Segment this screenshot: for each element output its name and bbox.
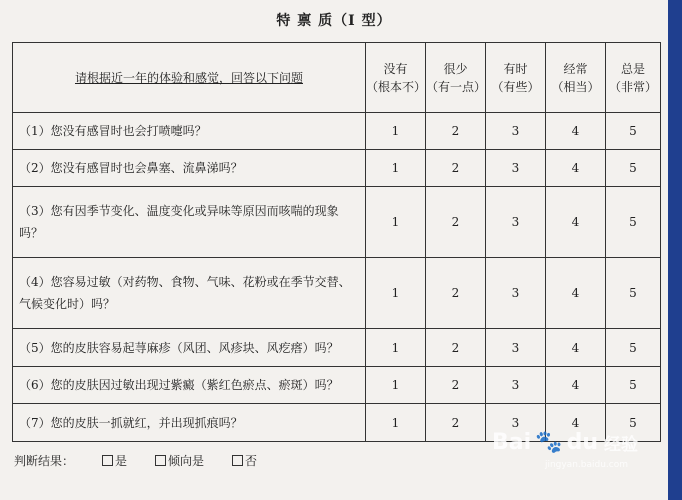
column-header-sublabel: （有些） [491, 79, 540, 94]
score-option[interactable]: 5 [606, 329, 661, 367]
score-option[interactable]: 4 [546, 113, 606, 150]
baidu-watermark [492, 430, 638, 455]
result-option-tendency[interactable] [155, 452, 204, 469]
question-text: （4）您容易过敏（对药物、食物、气味、花粉或在季节交替、气候变化时）吗？ [13, 258, 366, 329]
question-text: （6）您的皮肤因过敏出现过紫癜（紫红色瘀点、瘀斑）吗？ [13, 367, 366, 404]
score-option[interactable]: 4 [546, 150, 606, 187]
score-option[interactable]: 2 [426, 187, 486, 258]
questionnaire-table [12, 42, 661, 442]
column-header-label: 没有 [383, 61, 408, 76]
score-option[interactable]: 1 [366, 150, 426, 187]
score-option[interactable]: 3 [486, 187, 546, 258]
score-option[interactable]: 2 [426, 329, 486, 367]
paw-icon: 🐾 [535, 430, 563, 455]
score-option[interactable]: 4 [546, 187, 606, 258]
score-option[interactable]: 5 [606, 187, 661, 258]
score-option[interactable]: 5 [606, 367, 661, 404]
question-text: （1）您没有感冒时也会打喷嚏吗？ [13, 113, 366, 150]
judgement-result [14, 452, 257, 469]
score-option[interactable]: 1 [366, 113, 426, 150]
watermark-brand: Bai [492, 430, 532, 455]
question-text: （3）您有因季节变化、温度变化或异味等原因而咳喘的现象吗？ [13, 187, 366, 258]
score-option[interactable]: 1 [366, 187, 426, 258]
table-row [13, 187, 661, 258]
column-header-sublabel: （非常） [608, 79, 657, 94]
question-text: （7）您的皮肤一抓就红，并出现抓痕吗？ [13, 404, 366, 442]
column-header-often [546, 43, 606, 113]
score-option[interactable]: 1 [366, 329, 426, 367]
checkbox-icon[interactable] [155, 455, 166, 466]
result-option-label: 否 [245, 454, 258, 468]
watermark-brand-suffix: du [566, 430, 598, 455]
score-option[interactable]: 4 [546, 367, 606, 404]
result-option-no[interactable] [232, 452, 257, 469]
score-option[interactable]: 5 [606, 113, 661, 150]
score-option[interactable]: 5 [606, 404, 661, 442]
column-header-label: 经常 [563, 61, 588, 76]
table-header-row [13, 43, 661, 113]
score-option[interactable]: 2 [426, 113, 486, 150]
result-label: 判断结果： [14, 454, 75, 468]
score-option[interactable]: 5 [606, 150, 661, 187]
page-title: 特 禀 质（I 型） [276, 13, 392, 29]
column-header-sublabel: （相当） [551, 79, 600, 94]
column-header-sublabel: （有一点） [426, 79, 487, 94]
checkbox-icon[interactable] [102, 455, 113, 466]
score-option[interactable]: 4 [546, 404, 606, 442]
column-header-sometimes [486, 43, 546, 113]
score-option[interactable]: 3 [486, 113, 546, 150]
score-option[interactable]: 1 [366, 404, 426, 442]
score-option[interactable]: 4 [546, 329, 606, 367]
column-header-always [606, 43, 661, 113]
result-option-yes[interactable] [102, 452, 127, 469]
table-row [13, 258, 661, 329]
question-text: （5）您的皮肤容易起荨麻疹（风团、风疹块、风疙瘩）吗？ [13, 329, 366, 367]
table-row [13, 329, 661, 367]
column-header-never [366, 43, 426, 113]
column-header-label: 总是 [620, 61, 645, 76]
question-text: （2）您没有感冒时也会鼻塞、流鼻涕吗？ [13, 150, 366, 187]
column-header-label: 很少 [443, 61, 468, 76]
score-option[interactable]: 2 [426, 367, 486, 404]
score-option[interactable]: 3 [486, 404, 546, 442]
result-option-label: 倾向是 [168, 454, 205, 468]
score-option[interactable]: 2 [426, 404, 486, 442]
score-option[interactable]: 3 [486, 329, 546, 367]
column-header-label: 有时 [503, 61, 528, 76]
question-prompt: 请根据近一年的体验和感觉，回答以下问题 [13, 43, 366, 113]
column-header-rarely [426, 43, 486, 113]
score-option[interactable]: 4 [546, 258, 606, 329]
watermark-jingyan: 经验 [604, 435, 638, 455]
score-option[interactable]: 3 [486, 258, 546, 329]
score-option[interactable]: 3 [486, 367, 546, 404]
table-row [13, 150, 661, 187]
column-header-sublabel: （根本不） [366, 79, 427, 94]
score-option[interactable]: 3 [486, 150, 546, 187]
score-option[interactable]: 2 [426, 258, 486, 329]
watermark-url: jingyan.baidu.com [544, 460, 628, 470]
result-option-label: 是 [115, 454, 128, 468]
score-option[interactable]: 1 [366, 367, 426, 404]
score-option[interactable]: 2 [426, 150, 486, 187]
table-row [13, 367, 661, 404]
table-row [13, 113, 661, 150]
checkbox-icon[interactable] [232, 455, 243, 466]
score-option[interactable]: 5 [606, 258, 661, 329]
score-option[interactable]: 1 [366, 258, 426, 329]
